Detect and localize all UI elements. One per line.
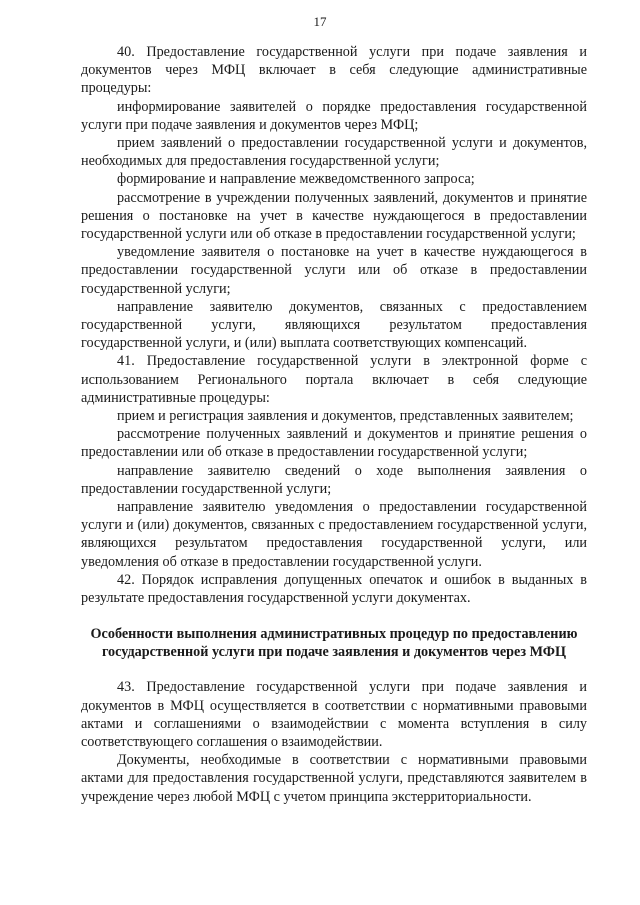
paragraph-40: 40. Предоставление государственной услуги при подаче заявления и документов через МФЦ включает в себя следующие административные процедуры:: [81, 44, 587, 97]
list-item: прием и регистрация заявления и документов, представленных заявителем;: [117, 408, 574, 425]
document-body: [81, 43, 587, 806]
paragraph-documents: Документы, необходимые в соответствии с нормативными правовыми актами для предоставления государственной услуги, представляются заявителем в учреждение через любой МФЦ с учетом принципа экстерриториальности.: [81, 752, 587, 805]
paragraph-43: 43. Предоставление государственной услуги при подаче заявления и документов в МФЦ осуществляется в соответствии с нормативными правовыми актами и соглашениями о взаимодействии с момента вступления в силу соответствующего соглашения о взаимодействии.: [81, 679, 587, 750]
list-item: информирование заявителей о порядке предоставления государственной услуги при подаче заявления и документов через МФЦ;: [81, 98, 587, 133]
list-item: прием заявлений о предоставлении государственной услуги и документов, необходимых для предоставления государственной услуги;: [81, 135, 587, 170]
section-heading: Особенности выполнения административных процедур по предоставлению государственной услуги при подаче заявления и документов через МФЦ: [90, 626, 578, 661]
list-item: уведомление заявителя о постановке на учет в качестве нуждающегося в предоставлении государственной услуги или об отказе в предоставлении государственной услуги;: [81, 244, 587, 297]
list-item: направление заявителю документов, связанных с предоставлением государственной услуги, являющихся результатом предоставления государственной услуги, и (или) выплата соответствующих компенсаций.: [81, 298, 587, 352]
paragraph-41: 41. Предоставление государственной услуги в электронной форме с использованием Регионального портала включает в себя следующие административные процедуры:: [81, 353, 587, 406]
list-item: формирование и направление межведомственного запроса;: [117, 171, 475, 188]
list-item: рассмотрение в учреждении полученных заявлений, документов и принятие решения о постановке на учет в качестве нуждающегося в предоставлении государственной услуги или об отказе в предоставлении государственной услуги;: [81, 189, 587, 243]
list-item: рассмотрение полученных заявлений и документов и принятие решения о предоставлении или об отказе в предоставлении государственной услуги;: [81, 426, 587, 461]
paragraph-42: 42. Порядок исправления допущенных опечаток и ошибок в выданных в результате предоставления государственной услуги документах.: [81, 571, 587, 607]
list-item: направление заявителю уведомления о предоставлении государственной услуги и (или) документов, связанных с предоставлением государственной услуги, являющихся результатом предоставления государственной услуги, или уведомления об отказе в предоставлении государственной услуги.: [81, 499, 587, 570]
list-item: направление заявителю сведений о ходе выполнения заявления о предоставлении государственной услуги;: [81, 462, 587, 497]
page-number: 17: [313, 14, 327, 29]
